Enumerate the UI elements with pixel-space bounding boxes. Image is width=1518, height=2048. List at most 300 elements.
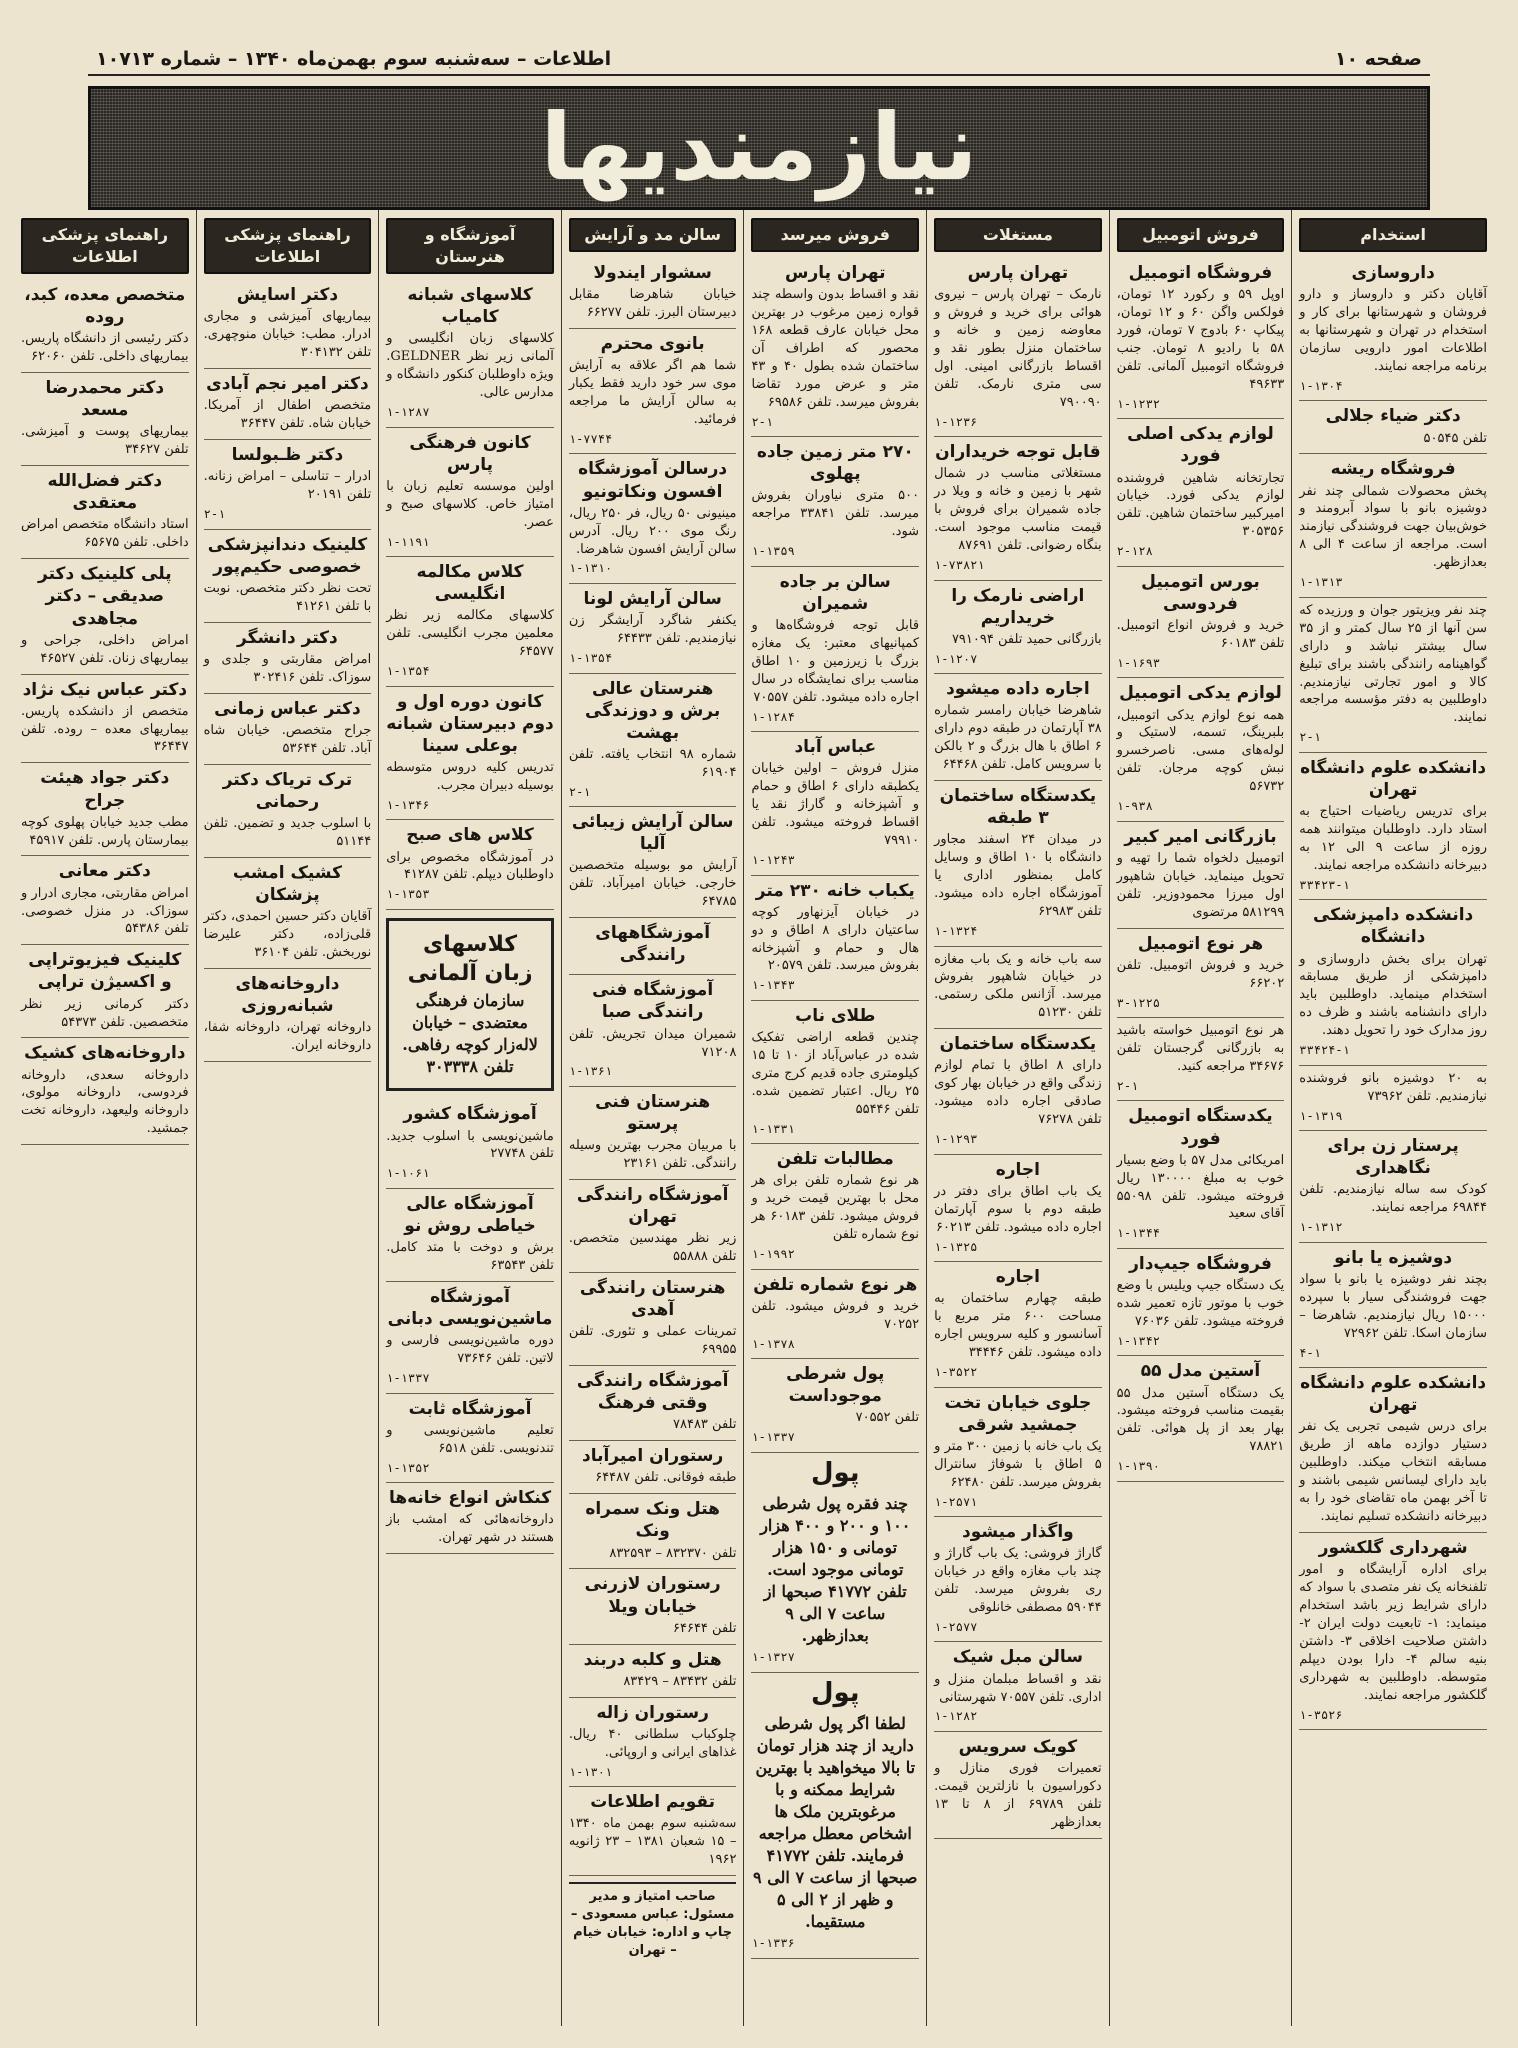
ad-code: ۱-۱۹۹۲ <box>751 1247 795 1262</box>
ad-code: ۱-۱۳۳۷ <box>751 1430 795 1445</box>
ad-body: آقایان دکتر حسین احمدی، دکتر قلی‌زاده، دکتر علیرضا نوربخش. تلفن ۳۶۱۰۴ <box>203 908 372 960</box>
ad-title: داروخانه‌های کشیک <box>24 1043 186 1064</box>
ad-body: مطب جدید خیابان پهلوی کوچه بیمارستان پارس. تلفن ۴۵۹۱۷ <box>21 814 189 848</box>
ad-title: هنرستان فنی پرستو <box>595 1092 711 1135</box>
ad-body: بچند نفر دوشیزه یا بانو با سواد جهت فروشندگی سیار با سپرده ۱۵۰۰۰ ریال نیازمندیم. شاهرضا – سازمان اسکا. تلفن ۷۲۹۶۲ <box>1299 1271 1487 1341</box>
ad-body: دکتر رئیسی از دانشگاه پاریس. بیماریهای داخلی. تلفن ۶۲۰۶۰ <box>21 331 189 365</box>
ad-body: داروخانه سعدی، داروخانه فردوسی، داروخانه مولوی، داروخانه ولیعهد، داروخانه تخت جمشید. <box>21 1067 189 1137</box>
ad-title: یکدستگاه ساختمان ۳ طبقه <box>939 786 1097 829</box>
ad-code: ۱-۲۵۷۱ <box>934 1494 978 1509</box>
ad-title: سشوار ایندولا <box>593 263 712 284</box>
classified-ad <box>1117 1018 1285 1101</box>
ad-body: یک باب خانه با زمین ۳۰۰ متر و ۵ اطاق با شوفاژ سانترال بفروش میرسد. تلفن ۶۲۴۸۰ <box>934 1438 1102 1490</box>
ad-title: دانشکده دامپزشکی دانشگاه <box>1312 905 1474 948</box>
ad-title: پول <box>810 1677 860 1708</box>
classified-ad <box>751 437 919 567</box>
ad-code: ۱-۱۲۹۳ <box>934 1132 978 1147</box>
ad-title: سالن مبل شیک <box>952 1647 1084 1668</box>
ad-title: هتل ونک سمراه ونک <box>585 1499 720 1542</box>
column-heading: راهنمای پزشکی اطلاعات <box>204 218 372 274</box>
ad-title: دکتر ظـبولسا <box>231 445 344 466</box>
classified-ad <box>1299 900 1487 1065</box>
classified-ad <box>751 567 919 732</box>
column-heading: راهنمای پزشکی اطلاعات <box>21 218 189 274</box>
section-banner <box>88 86 1430 210</box>
classified-ad <box>569 1441 737 1494</box>
ad-body: سه باب خانه و یک باب مغازه در خیابان شاهپور بفروش میرسد. آژانس ملکی رستمی. تلفن ۵۱۲۳۰ <box>934 951 1102 1021</box>
column-heading: مستغلات <box>934 218 1102 252</box>
classified-ad <box>204 440 372 530</box>
ad-code: ۴-۱ <box>1299 1345 1321 1360</box>
classified-ad <box>569 807 737 918</box>
classified-ad <box>751 1144 919 1269</box>
ad-code: ۱-۱۳۱۳ <box>1299 575 1343 590</box>
classified-ad <box>204 280 372 369</box>
ad-body: تلفن ۸۳۲۳۷۰ – ۸۳۲۵۹۳ <box>609 1545 737 1561</box>
classified-ad <box>21 1038 189 1145</box>
classified-ad <box>934 781 1102 946</box>
classified-ad <box>751 1453 919 1673</box>
ad-title: کویک سرویس <box>958 1736 1078 1757</box>
ad-body: تمرینات عملی و تئوری. تلفن ۶۹۹۵۵ <box>568 1324 737 1358</box>
ad-title: داروخانه‌های شبانه‌روزی <box>235 973 340 1016</box>
ad-body: برای اداره آرایشگاه و امور تلفنخانه یک نفر متصدی با سواد که دارای شرایط زیر باشد استخدام مینماید: ۱- تابعیت دولت ایران ۲- داشتن صلاحیت اخلاقی ۳- داشتن بنیه سالم ۴- دارا بودن دیپلم متوسطه. داوطلبین به شهرداری گلکشور مراجعه نمایند. <box>1299 1562 1488 1703</box>
classified-ad <box>1117 1101 1285 1248</box>
ad-title: تهران پارس <box>967 263 1069 284</box>
classified-ad <box>751 732 919 875</box>
classified-ad <box>204 969 372 1062</box>
ad-title: کلاس مکالمه انگلیسی <box>416 562 524 605</box>
ad-body: تلفن ۵۰۵۴۵ <box>1423 430 1487 446</box>
column-heading: فروش اتومبیل <box>1117 218 1285 252</box>
ad-title: متخصص معده، کبد، روده <box>24 285 186 328</box>
ad-body: آرایش مو بوسیله متخصصین خارجی. خیابان امیرآباد. تلفن ۶۴۷۸۵ <box>568 858 737 910</box>
ad-body: تلفن ۷۰۵۵۲ <box>855 1410 920 1426</box>
ad-title: کلینیک فیزیوتراپی و اکسیژن تراپی <box>28 950 182 993</box>
ad-title: آموزشگاههای رانندگی <box>595 923 711 966</box>
classified-ad <box>386 1099 554 1189</box>
ad-title: دکتر اسایش <box>236 285 339 306</box>
ad-code: ۲-۱ <box>568 784 591 799</box>
ad-body: تدریس کلیه دروس متوسطه بوسیله دبیران مجرب. <box>386 760 554 793</box>
ad-body: نارمک – تهران پارس – نیروی هوائی برای خرید و فروش و معاوضه زمین و خانه و ساختمان منزل بطور نقد و اقساط بازرگانی امینی. اول سی متری نارمک. تلفن ۷۹۰۰۹۰ <box>934 287 1102 410</box>
ad-body: تلفن ۶۴۶۴۴ <box>673 1620 737 1636</box>
ad-title: دکتر دانشگر <box>237 627 338 648</box>
ad-body: امریکائی مدل ۵۷ با وضع بسیار خوب به مبلغ ۱۳۰۰۰۰ ریال فروخته میشود. تلفن ۵۵۰۹۸ آقای سعید <box>1116 1152 1285 1222</box>
page-number: صفحه ۱۰ <box>1334 48 1422 70</box>
ad-code: ۱-۱۳۵۹ <box>751 544 795 559</box>
ad-title: کلاس های صبح <box>406 825 534 846</box>
ad-title: آموزشگاه عالی خیاطی روش نو <box>404 1193 536 1237</box>
ad-body: شماره ۹۸ انتخاب یافته. تلفن ۶۱۹۰۴ <box>568 746 737 780</box>
ad-body: کلاسهای مکالمه زیر نظر معلمین مجرب انگلیسی. تلفن ۶۴۵۷۷ <box>386 608 554 660</box>
classified-ad <box>21 856 189 945</box>
ad-title: اراضی نارمک را خریداریم <box>951 585 1085 628</box>
classified-ad <box>569 1494 737 1569</box>
classified-ad <box>751 876 919 1001</box>
ad-code: ۱-۱۲۸۲ <box>934 1709 978 1724</box>
ad-body: چند فقره پول شرطی ۱۰۰ و ۲۰۰ و ۴۰۰ هزار تومانی و ۱۵۰ هزار تومانی موجود است. تلفن ۴۱۷۷۲ صبحها از ساعت ۷ الی ۹ بعدازظهر. <box>760 1493 911 1646</box>
classified-ad <box>934 581 1102 675</box>
ad-title: دکتر ضیاء جلالی <box>1325 406 1461 427</box>
ad-body: قابل توجه فروشگاه‌ها و کمپانیهای معتبر: یک مغازه بزرگ با زیرزمین و ۱۰ اطاق مناسب برای نمایشگاه در سال اجاره داده میشود. تلفن ۷۰۵۵۷ <box>751 618 920 705</box>
ad-body: ماشین‌نویسی با اسلوب جدید. تلفن ۲۷۷۴۸ <box>386 1128 554 1162</box>
ad-body: همه نوع لوازم یدکی اتومبیل، بلبرینگ، تسمه، لاستیک و لوله‌های مسی. ناصرخسرو نبش کوچه مرجان. تلفن ۵۶۷۳۲ <box>1116 707 1285 795</box>
ad-title: دکتر معانی <box>58 861 151 882</box>
ad-body: در آموزشگاه مخصوص برای داوطلبان دیپلم. تلفن ۴۱۲۸۷ <box>386 849 554 883</box>
ad-body: به ۲۰ دوشیزه بانو فروشنده نیازمندیم. تلفن ۷۳۹۶۲ <box>1299 1070 1487 1104</box>
ad-title: کانون فرهنگی پارس <box>409 432 531 475</box>
ad-title: پلی کلینیک دکتر صدیقی – دکتر مجاهدی <box>38 564 172 629</box>
classified-ad <box>1117 419 1285 566</box>
ad-title: درسالن آموزشگاه افسون ونکاتونیو <box>578 459 728 502</box>
ad-body: یکنفر شاگرد آرایشگر زن نیازمندیم. تلفن ۶۴۴۳۳ <box>568 613 737 647</box>
ad-body: تلفن ۷۸۴۸۳ <box>673 1417 737 1433</box>
ad-body: سه‌شنبه سوم بهمن ماه ۱۳۴۰ – ۱۵ شعبان ۱۳۸۱ – ۲۳ ژانویه ۱۹۶۲ <box>568 1816 737 1868</box>
ad-body: کودک سه ساله نیازمندیم. تلفن ۶۹۸۴۴ مراجعه نمایند. <box>1299 1182 1487 1216</box>
classified-ad <box>1299 1368 1487 1533</box>
ad-body: زیر نظر مهندسین متخصص. تلفن ۵۵۸۸۸ <box>568 1231 737 1265</box>
ad-body: امراض مقاربتی، مجاری ادرار و سوزاک. در منزل خصوصی. تلفن ۵۴۳۸۶ <box>21 885 189 937</box>
ad-body: اتومبیل دلخواه شما را تهیه و تحویل مینماید. خیابان شاهپور اول میرزا محمودوزیر. تلفن ۵۸۱۲۹۹ مرتضوی <box>1116 850 1285 920</box>
classified-ad <box>569 1180 737 1273</box>
classified-ad <box>204 369 372 440</box>
classified-ad <box>1299 753 1487 900</box>
ad-body: امراض مقاربتی و جلدی و سوزاک. تلفن ۳۰۲۴۱۶ <box>203 651 372 685</box>
ad-body: طبقه فوقانی. تلفن ۶۴۴۸۷ <box>595 1470 737 1486</box>
ad-title: واگذار میشود <box>961 1522 1074 1543</box>
classified-ad <box>21 559 189 674</box>
ad-title: تهران پارس <box>785 263 886 284</box>
ad-title: قابل توجه خریداران <box>935 442 1101 463</box>
ad-body: مینیونی ۵۰ ریال، فر ۲۵۰ ریال، رنگ موی ۲۰۰ ریال. آدرس سالن آرایش افسون شاهرضا. <box>568 505 737 557</box>
classified-ad <box>934 1388 1102 1518</box>
classified-ad <box>386 1483 554 1554</box>
ad-title: سالن آرایش زیبائی آلیا <box>571 812 734 855</box>
ad-body: استاد دانشگاه متخصص امراض داخلی. تلفن ۶۵۶۷۵ <box>21 517 189 551</box>
ad-code: ۱-۱۱۹۱ <box>386 534 430 549</box>
ad-title: پول شرطی موجوداست <box>786 1364 885 1407</box>
ad-title: دکتر محمدرضا مسعد <box>45 378 165 421</box>
ad-title: پول <box>810 1457 860 1488</box>
ad-body: دوره ماشین‌نویسی فارسی و لاتین. تلفن ۷۳۶۴۶ <box>386 1333 554 1367</box>
ad-title: رستوران لازرنی خیابان ویلا <box>584 1574 721 1617</box>
classified-ad <box>934 1262 1102 1387</box>
ad-body: متخصص اطفال از آمریکا. خیابان شاه. تلفن ۳۶۴۴۷ <box>203 398 372 432</box>
ad-title: هنرستان رانندگی آهدی <box>579 1278 726 1321</box>
ad-title: ۲۷۰ متر زمین جاده پهلوی <box>756 442 914 485</box>
ad-title: شهرداری گلکشور <box>1318 1538 1468 1559</box>
ad-title: کلاسهای زبان آلمانی <box>407 931 533 986</box>
classified-ad <box>386 820 554 910</box>
ad-title: یکدستگاه ساختمان <box>939 1034 1097 1055</box>
ad-body: تعمیرات فوری منازل و دکوراسیون با نازلترین قیمت. تلفن ۶۹۷۸۹ از ۸ تا ۱۳ بعدازظهر <box>934 1761 1102 1830</box>
ad-body: با اسلوب جدید و تضمین. تلفن ۵۱۱۴۴ <box>203 815 372 849</box>
classified-ad <box>386 280 554 427</box>
ad-body: بازرگانی حمید تلفن ۷۹۱۰۹۴ <box>951 631 1102 647</box>
ad-title: سالن آرایش لونا <box>583 588 722 609</box>
ad-body: خرید و فروش اتومبیل. تلفن ۶۶۲۰۲ <box>1116 957 1285 991</box>
classified-ad <box>1299 454 1487 597</box>
ad-title: داروسازی <box>1351 263 1435 284</box>
ad-body: پخش محصولات شمالی چند نفر دوشیزه بانو با سواد آبرومند و خوش‌بیان جهت فروشندگی نیازمند است. مراجعه از ساعت ۴ الی ۸ بعدازظهر. <box>1299 483 1487 571</box>
ad-code: ۱-۱۳۲۴ <box>934 924 978 938</box>
ad-body: داروخانه تهران، داروخانه شفا، داروخانه ایران. <box>203 1019 372 1053</box>
ad-code: ۱-۱۳۳۶ <box>751 1936 795 1951</box>
classified-ad <box>1299 401 1487 454</box>
ad-body: داروخانه‌هائی که امشب باز هستند در شهر تهران. <box>386 1512 554 1546</box>
ad-column <box>1291 210 1494 2026</box>
ad-title: طلای ناب <box>795 1005 876 1026</box>
ad-title: لوازم یدکی اصلی فورد <box>1127 424 1274 467</box>
ad-code: ۱-۱۳۴۴ <box>1116 1226 1161 1241</box>
ad-title: اجاره داده میشود <box>946 679 1090 700</box>
ad-title: فروشگاه اتومبیل <box>1128 263 1273 284</box>
ad-body: شما هم اگر علاقه به آرایش موی سر خود دارید فقط یکبار به سالن آرایش ما مراجعه فرمائید. <box>568 358 737 427</box>
ad-title: آموزشگاه رانندگی وقتی فرهنگ <box>576 1371 729 1414</box>
classified-ad <box>569 1569 737 1644</box>
ad-code: ۱-۱۳۰۱ <box>568 1764 613 1779</box>
ad-title: آموزشگاه کشور <box>403 1104 537 1125</box>
column-heading: استخدام <box>1299 218 1487 252</box>
ad-title: دوشیزه یا بانو <box>1334 1247 1453 1268</box>
ad-body: چندین قطعه اراضی تفکیک شده در عباس‌آباد از ۱۰ تا ۱۵ کیلومتری جاده قدیم کرج متری ۲۵ ریال. اعتبار تضمین شده. تلفن ۵۵۴۴۶ <box>751 1030 920 1117</box>
ad-body: در خیابان آیزنهاور کوچه ساعتیان دارای ۸ اطاق و دو هال و حمام و آشپزخانه بفروش میرسد. تلفن ۲۰۵۷۹ <box>751 904 920 974</box>
classified-ad <box>21 280 189 373</box>
ad-body: گاراژ فروشی: یک باب گاراژ و چند باب مغازه واقع در خیابان ری بفروش میرسد. تلفن ۵۹۰۴۴ مصطفی خانلوقی <box>934 1546 1102 1615</box>
ad-code: ۱-۱۳۶۱ <box>568 1064 613 1079</box>
ad-column <box>1109 210 1292 2026</box>
ad-title: آموزشگاه فنی رانندگی صبا <box>592 980 714 1023</box>
ad-code: ۱-۱۳۵۴ <box>568 650 613 665</box>
ad-body: یک دستگاه آستین مدل ۵۵ بقیمت مناسب فروخته میشود. بهار بعد از پل هوائی. تلفن ۷۸۸۲۱ <box>1116 1385 1285 1455</box>
ad-body: خرید و فروش میشود. تلفن ۷۰۲۵۲ <box>751 1298 920 1332</box>
ad-code: ۱-۱۳۱۹ <box>1299 1108 1343 1123</box>
ad-title: کلینیک دندانپزشکی خصوصی حکیم‌پور <box>207 534 368 577</box>
ad-title: دانشکده علوم دانشگاه تهران <box>1300 757 1487 800</box>
ad-title: یکدستگاه اتومبیل فورد <box>1128 1106 1273 1149</box>
ad-code: ۱-۱۲۴۳ <box>751 853 795 868</box>
ad-code: ۱-۱۲۰۷ <box>934 651 978 666</box>
ad-title: لوازم یدکی اتومبیل <box>1119 683 1282 704</box>
ad-body: تهران برای بخش داروسازی و دامپزشکی از طریق مسابقه استخدام مینماید. داوطلبین باید دارای دانشنامه باشند و ظرف ده روز مدارک خود را تحویل دهند. <box>1299 951 1487 1039</box>
ad-title: هر نوع اتومبیل <box>1137 933 1264 954</box>
classified-ad <box>386 1282 554 1394</box>
classified-ad <box>204 694 372 765</box>
ad-columns <box>14 210 1494 2026</box>
classified-ad <box>569 975 737 1087</box>
ad-body: امراض داخلی، جراحی و بیماریهای زنان. تلفن ۴۶۵۲۷ <box>21 632 189 666</box>
ad-code: ۱-۱۳۱۰ <box>568 561 613 576</box>
ad-code: ۱-۱۳۴۶ <box>386 797 430 812</box>
ad-body: نقد و اقساط مبلمان منزل و اداری. تلفن ۷۰۵۵۷ شهرستانی <box>934 1671 1102 1705</box>
ad-body: آقایان دکتر و داروساز و دارو فروشان و شهرستانها برای کار و استخدام در تهران و شهرستانها به اطلاعات امور دارویی سازمان برنامه مراجعه نمایند. <box>1299 287 1487 374</box>
classified-ad <box>569 1273 737 1366</box>
ad-title: بازرگانی امیر کبیر <box>1124 826 1277 847</box>
ad-body: شاهرضا خیابان رامسر شماره ۳۸ آپارتمان در طبقه دوم دارای ۶ اطاق با هال بزرگ و ۲ بالکن با سرویس کامل. تلفن ۶۴۴۶۸ <box>934 703 1102 773</box>
ad-code: ۱-۱۳۱۲ <box>1299 1220 1343 1235</box>
ad-code: ۱-۱۳۵۳ <box>386 887 430 902</box>
ad-body: ۵۰۰ متری نیاوران بفروش میرسد. تلفن ۳۳۸۴۱ مراجعه شود. <box>751 488 920 540</box>
ad-code: ۱-۷۷۴۴ <box>568 431 613 446</box>
ad-code: ۱-۱۳۰۴ <box>1299 378 1343 393</box>
ad-title: رستوران امیرآباد <box>581 1446 724 1467</box>
ad-title: هنرستان عالی برش و دوزندگی بهشت <box>585 678 721 743</box>
ad-title: اجاره <box>995 1159 1041 1180</box>
classified-ad <box>386 1189 554 1282</box>
classified-ad <box>751 258 919 437</box>
classified-ad <box>1299 1533 1487 1730</box>
ad-title: کشیک امشب پزشکان <box>232 862 342 905</box>
ad-code: ۲-۱ <box>1299 730 1321 745</box>
ad-body: سازمان فرهنگی معتضدی – خیابان لاله‌زار کوچه رفاهی. تلفن ۳۰۳۳۳۸ <box>402 991 538 1077</box>
ad-code: ۱-۱۳۴۳ <box>751 978 795 993</box>
ad-title: هتل و کلبه دربند <box>583 1649 722 1670</box>
ad-body: یک باب اطاق برای دفتر در طبقه دوم با سوم آپارتمان اجاره داده میشود. تلفن ۶۰۲۱۳ <box>934 1183 1102 1235</box>
edition-line: اطلاعات – سه‌شنبه سوم بهمن‌ماه ۱۳۴۰ – شماره ۱۰۷۱۳ <box>96 48 612 70</box>
classified-ad <box>569 1698 737 1788</box>
ad-title: دکتر عباس زمانی <box>214 698 361 719</box>
ad-body: چند نفر ویزیتور جوان و ورزیده که سن آنها از ۲۵ سال کمتر و از ۳۵ سال بیشتر نباشد و دارای گواهینامه رانندگی باشند برای تبلیغ کالا و امور تجارتی نیازمندیم. داوطلبین به دفتر مؤسسه مراجعه نمایند. <box>1299 602 1487 726</box>
ad-body: یک دستگاه جیپ ویلیس با وضع خوب با موتور تازه تعمیر شده فروخته میشود. تلفن ۷۶۰۳۶ <box>1116 1278 1285 1329</box>
column-heading: فروش میرسد <box>751 218 919 252</box>
ad-code: ۱-۱۳۹۰ <box>1116 1459 1161 1474</box>
ad-body: طبقه چهارم ساختمان به مساحت ۶۰۰ متر مربع با آسانسور و کلیه سرویس اجاره داده میشود. تلفن ۳۴۴۴۶ <box>934 1291 1102 1361</box>
classified-ad <box>21 763 189 856</box>
classified-ad <box>934 947 1102 1030</box>
classified-ad <box>751 1001 919 1144</box>
ad-code: ۱-۱۳۳۷ <box>386 1371 430 1386</box>
classified-ad <box>1299 1131 1487 1243</box>
classified-ad <box>1117 258 1285 419</box>
ad-body: منزل فروش – اولین خیابان یکطبقه دارای ۶ اطاق و حمام و آشپزخانه و گاراژ نقد یا اقساط فروخته میشود. تلفن ۷۹۹۱۰ <box>751 761 920 849</box>
classified-ad <box>934 1155 1102 1262</box>
ad-title: کنکاش انواع خانه‌ها <box>388 1488 552 1509</box>
ad-column <box>926 210 1109 2026</box>
ad-code: ۱-۱۲۳۲ <box>1116 396 1161 411</box>
classified-ad <box>1117 822 1285 929</box>
ad-body: برای درس شیمی تجربی یک نفر دستیار دوازده ماهه از طریق مسابقه انتخاب میکند. داوطلبین باید دارای لیسانس شیمی باشند و تا آخر بهمن ماه تقاضای خود را به دبیرخانه دانشکده تسلیم نمایند. <box>1299 1419 1487 1525</box>
ad-code: ۱-۱۳۴۲ <box>1116 1333 1161 1348</box>
banner-title: نیازمندیها <box>540 94 978 201</box>
ad-body: هر نوع شماره تلفن برای هر محل با بهترین قیمت خرید و فروش میشود. تلفن ۶۰۱۸۳ هر نوع شماره تلفن <box>751 1173 920 1243</box>
ad-title: عباس آباد <box>794 737 877 758</box>
ad-title: آموزشگاه ثابت <box>408 1398 532 1419</box>
classified-ad <box>386 1394 554 1484</box>
ad-body: اوپل ۵۹ و رکورد ۱۲ تومان، فولکس واگن ۶۰ و ۱۲ تومان، پیکاپ ۶۰ بادوج ۷ تومان، فورد ۵۸ با رادیو ۸ تومان. جنب فروشگاه اتومبیل آلمانی. تلفن ۴۹۶۳۳ <box>1116 287 1285 392</box>
ad-body: تحت نظر دکتر متخصص. نوبت با تلفن ۴۱۲۶۱ <box>203 580 372 614</box>
ad-body: متخصص از دانشکده پاریس. بیماریهای معده – روده. تلفن ۳۶۴۴۷ <box>21 703 189 755</box>
classified-ad <box>204 858 372 969</box>
classified-ad <box>21 945 189 1038</box>
ad-code: ۱-۱۳۵۲ <box>386 1460 430 1475</box>
ad-body: تلفن ۸۳۴۳۲ – ۸۳۴۲۹ <box>623 1673 737 1689</box>
ad-body: هر نوع اتومبیل خواسته باشید به بازرگانی گرجستان تلفن ۳۴۶۷۶ مراجعه کنید. <box>1116 1023 1285 1074</box>
ad-body: مستغلاتی مناسب در شمال شهر با زمین و خانه و ویلا در جاده شمیران برای فروش با قیمت مناسب موجود است. بنگاه رضوانی. تلفن ۸۷۶۹۱ <box>934 466 1102 554</box>
ad-title: تقویم اطلاعات <box>590 1792 716 1813</box>
classified-ad <box>204 623 372 694</box>
ad-body: لطفا اگر پول شرطی دارید از چند هزار تومان تا بالا میخواهید با بهترین شرایط ممکنه و با مرغوبترین ملک ها اشخاص معطل مراجعه فرمایند. تلفن ۴۱۷۷۲ صبحها از ساعت ۷ الی ۹ و ظهر از ۲ الی ۵ مستقیما. <box>753 1713 918 1932</box>
ad-body: ادرار – تناسلی – امراض زنانه. تلفن ۲۰۱۹۱ <box>203 469 372 503</box>
ad-title: یکباب خانه ۲۳۰ متر <box>755 880 915 901</box>
ad-body: خرید و فروش انواع اتومبیل. تلفن ۶۰۱۸۳ <box>1116 618 1285 651</box>
ad-title: دکتر فضل‌الله معتقدی <box>47 471 163 514</box>
classified-ad <box>569 258 737 329</box>
classified-ad <box>1299 1066 1487 1131</box>
classified-ad <box>1117 1249 1285 1356</box>
ad-code: ۳-۱۲۲۵ <box>1116 995 1161 1010</box>
ad-body: کلاسهای زبان انگلیسی و آلمانی زیر نظر GELDNER. ویژه داوطلبان کنکور دانشگاه و مدارس عالی. <box>386 331 554 401</box>
ad-title: فروشگاه ریشه <box>1330 459 1456 480</box>
classified-ad <box>569 454 737 584</box>
classified-ad <box>386 918 554 1092</box>
classified-ad <box>1117 567 1285 679</box>
ad-body: تعلیم ماشین‌نویسی و تندنویسی. تلفن ۶۵۱۸ <box>386 1422 554 1456</box>
classified-ad <box>569 1087 737 1180</box>
ad-title: دانشکده علوم دانشگاه تهران <box>1300 1373 1487 1416</box>
classified-ad <box>934 1732 1102 1839</box>
ad-code: ۱-۱۳۵۴ <box>386 664 430 679</box>
classified-ad <box>386 687 554 821</box>
classified-ad <box>1299 1243 1487 1368</box>
ad-code: ۳۳۴۲۴-۱ <box>1299 1043 1350 1058</box>
ad-title: آموزشگاه ماشین‌نویسی دبانی <box>387 1287 553 1330</box>
classified-ad <box>204 765 372 858</box>
classified-ad <box>1299 258 1487 401</box>
ad-code: ۱-۱۲۳۶ <box>934 414 978 429</box>
ad-column <box>14 210 196 2026</box>
ad-title: ترک تریاک دکتر رحمانی <box>222 769 353 812</box>
ad-code: ۱-۷۳۸۲۱ <box>934 558 985 573</box>
ad-code: ۱-۱۳۲۵ <box>934 1239 978 1254</box>
ad-title: دکتر امیر نجم آبادی <box>206 374 369 395</box>
ad-code: ۱-۳۵۲۶ <box>1299 1707 1343 1722</box>
ad-code: ۲-۱۲۸ <box>1116 544 1153 559</box>
ad-title: آموزشگاه رانندگی تهران <box>576 1185 729 1228</box>
classified-ad <box>1117 929 1285 1019</box>
classified-ad <box>21 373 189 466</box>
ad-code: ۱-۱۲۸۴ <box>751 709 795 724</box>
classified-ad <box>934 437 1102 580</box>
ad-code: ۱-۱۳۲۷ <box>751 1650 795 1665</box>
classified-ad <box>569 584 737 674</box>
ad-column <box>561 210 744 2026</box>
classified-ad <box>569 1787 737 1876</box>
ad-code: ۲-۱ <box>203 507 226 521</box>
ad-code: ۱-۱۳۷۸ <box>751 1336 795 1351</box>
ad-title: هر نوع شماره تلفن <box>753 1274 918 1295</box>
ad-title: بانوی محترم <box>600 334 705 355</box>
ad-code: ۱-۱۰۶۱ <box>386 1166 430 1181</box>
ad-code: ۱-۳۵۲۲ <box>934 1364 978 1379</box>
ad-title: دکتر جواد هیئت جراح <box>40 768 170 811</box>
ad-title: اجاره <box>995 1267 1041 1288</box>
publisher-footer: صاحب امتیاز و مدیر مسئول: عباس مسعودی – چاپ و اداره: خیابان خیام – تهران <box>569 1882 737 1960</box>
classified-ad <box>1117 678 1285 821</box>
ad-code: ۱-۱۳۳۱ <box>751 1121 795 1136</box>
classified-ad <box>21 675 189 764</box>
ad-title: مطالبات تلفن <box>776 1149 894 1170</box>
ad-title: بورس اتومبیل فردوسی <box>1141 571 1260 614</box>
ad-body: اولین موسسه تعلیم زبان با امتیاز خاص. کلاسهای صبح و عصر. <box>386 478 554 530</box>
ad-title: پرستار زن برای نگاهداری <box>1327 1136 1459 1179</box>
ad-column <box>196 210 379 2026</box>
ad-code: ۱-۱۶۹۳ <box>1116 655 1161 670</box>
ad-body: شمیران میدان تجریش. تلفن ۷۱۲۰۸ <box>568 1026 737 1060</box>
page-header-line <box>88 40 1430 76</box>
ad-body: دارای ۸ اطاق با تمام لوازم زندگی واقع در خیابان بهار کوی صادقی اجاره داده میشود. تلفن ۷۶۲۷۸ <box>934 1058 1102 1128</box>
column-heading: آموزشگاه و هنرستان <box>386 218 554 274</box>
